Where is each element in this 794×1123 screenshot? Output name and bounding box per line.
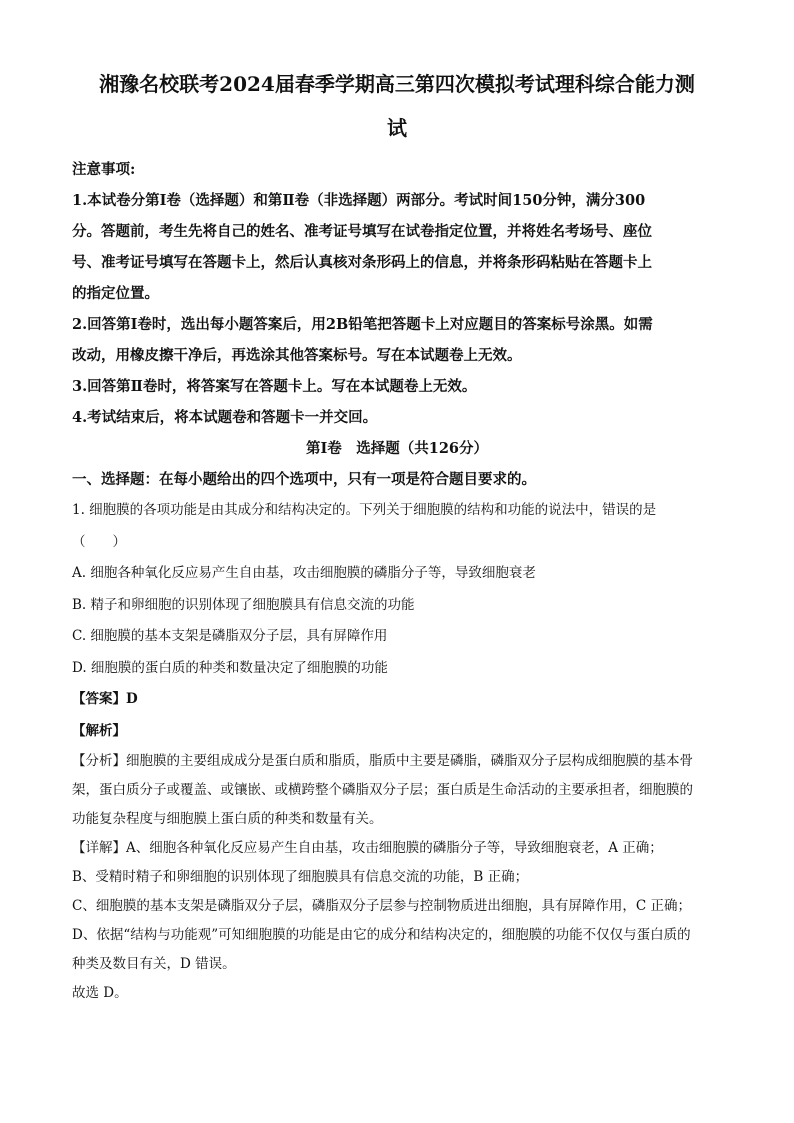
detail-c: C、细胞膜的基本支架是磷脂双分子层，磷脂双分子层参与控制物质进出细胞，具有屏障作用，C 正确； [72,898,691,914]
section-instruction: 一、选择题：在每小题给出的四个选项中，只有一项是符合题目要求的。 [72,471,536,488]
page-title-line2: 试 [387,116,407,140]
question-1 [72,495,722,1008]
analysis-line-2: 架，蛋白质分子或覆盖、或镶嵌、或横跨整个磷脂双分子层；蛋白质是生命活动的主要承担者，细胞膜的 [72,782,693,798]
analysis-label: 【解析】 [72,722,126,739]
notice-item-1-line-1: 1.本试卷分第Ⅰ卷（选择题）和第Ⅱ卷（非选择题）两部分。考试时间150分钟，满分300 [72,192,646,209]
section-title: 第Ⅰ卷 选择题（共126分） [305,440,489,457]
notice-item-2-line-1: 2.回答第Ⅰ卷时，选出每小题答案后，用2B铅笔把答题卡上对应题目的答案标号涂黑。如需 [72,316,653,333]
detail-d-line-1: D、依据“结构与功能观”可知细胞膜的功能是由它的成分和结构决定的，细胞膜的功能不仅仅与蛋白质的 [72,927,691,943]
detail-d-line-2: 种类及数目有关，D 错误。 [72,956,236,972]
notice-item-2-line-2: 改动，用橡皮擦干净后，再选涂其他答案标号。写在本试题卷上无效。 [72,347,522,364]
notice-heading: 注意事项: [72,161,136,178]
detail-a: 【详解】A、细胞各种氧化反应易产生自由基，攻击细胞膜的磷脂分子等，导致细胞衰老，A 正确； [72,840,663,856]
page-title-line1: 湘豫名校联考2024届春季学期高三第四次模拟考试理科综合能力测 [99,72,695,96]
notice-item-1-line-3: 号、准考证号填写在答题卡上，然后认真核对条形码上的信息，并将条形码粘贴在答题卡上 [72,254,652,271]
question-stem-line-2: （ ） [72,533,126,550]
notice-item-1-line-2: 分。答题前，考生先将自己的姓名、准考证号填写在试卷指定位置，并将姓名考场号、座位 [72,223,652,240]
notice-item-1-line-4: 的指定位置。 [72,285,159,302]
notice-item-3: 3.回答第Ⅱ卷时，将答案写在答题卡上。写在本试题卷上无效。 [72,378,477,395]
option-d: D. 细胞膜的蛋白质的种类和数量决定了细胞膜的功能 [72,659,388,676]
analysis-line-3: 功能复杂程度与细胞膜上蛋白质的种类和数量有关。 [72,811,383,827]
conclusion: 故选 D。 [72,985,128,1001]
question-stem-line-1: 1. 细胞膜的各项功能是由其成分和结构决定的。下列关于细胞膜的结构和功能的说法中，错误的是 [72,502,657,518]
answer-label: 【答案】D [72,691,138,707]
detail-b: B、受精时精子和卵细胞的识别体现了细胞膜具有信息交流的功能，B 正确； [72,869,529,885]
analysis-line-1: 【分析】细胞膜的主要组成成分是蛋白质和脂质，脂质中主要是磷脂，磷脂双分子层构成细胞膜的基本骨 [72,753,693,769]
notice-block [72,154,722,433]
option-b: B. 精子和卵细胞的识别体现了细胞膜具有信息交流的功能 [72,596,415,613]
notice-item-4: 4.考试结束后，将本试题卷和答题卡一并交回。 [72,409,378,426]
option-c: C. 细胞膜的基本支架是磷脂双分子层，具有屏障作用 [72,628,388,644]
option-a: A. 细胞各种氧化反应易产生自由基，攻击细胞膜的磷脂分子等，导致细胞衰老 [72,565,536,581]
